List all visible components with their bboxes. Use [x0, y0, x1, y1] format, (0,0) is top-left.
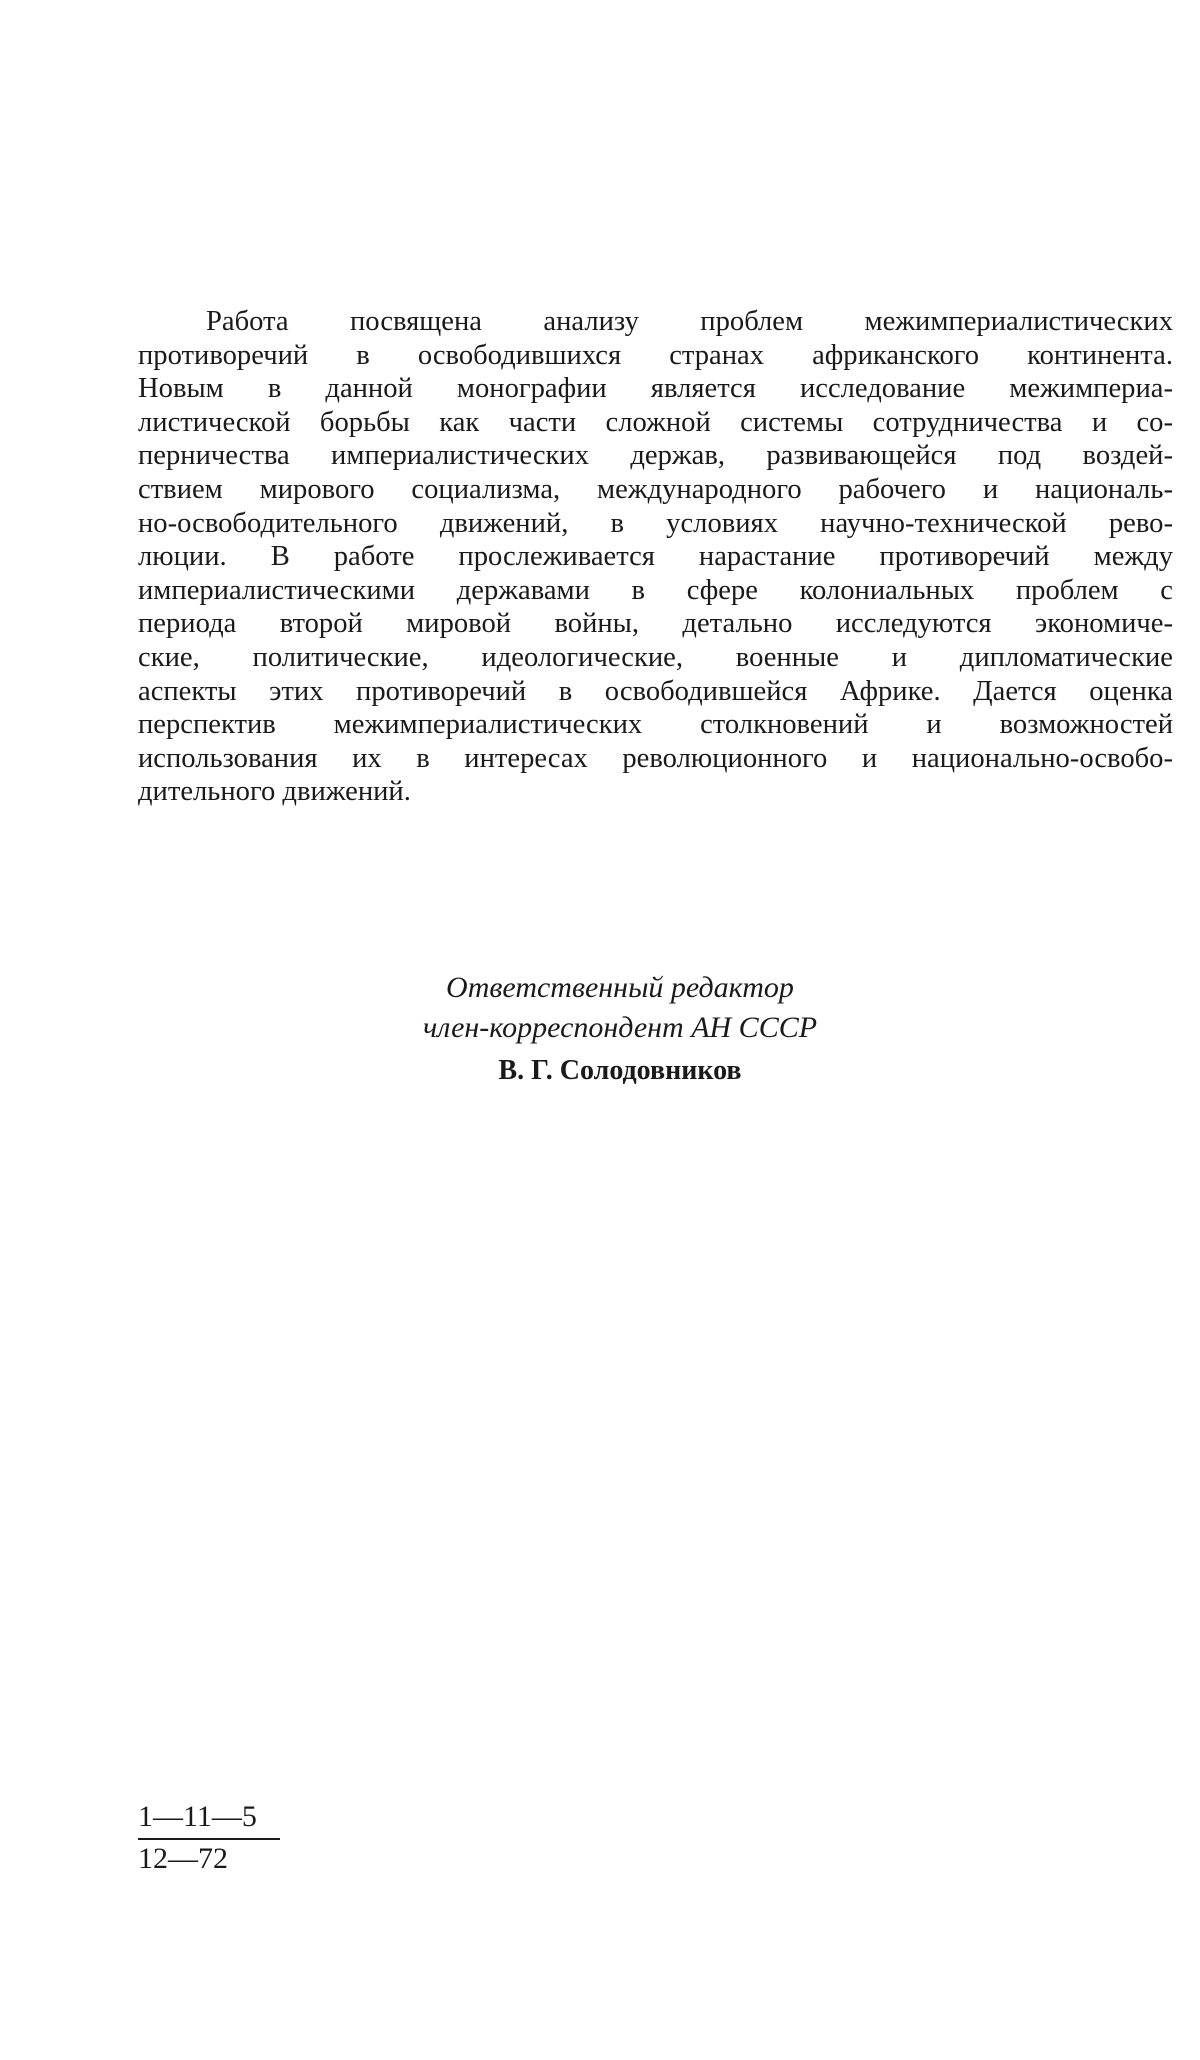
index-code-denominator: 12—72	[138, 1840, 280, 1876]
abstract-line: использования их в интересах революционного и национально-освобо-	[138, 742, 1173, 776]
book-page	[0, 0, 1200, 2060]
abstract-line: периода второй мировой войны, детально исследуются экономиче-	[138, 607, 1173, 641]
abstract-line: дительного движений.	[138, 775, 1173, 809]
abstract-line: ствием мирового социализма, международного рабочего и националь-	[138, 473, 1173, 507]
abstract-line: перспектив межимпериалистических столкновений и возможностей	[138, 708, 1173, 742]
abstract-line: империалистическими державами в сфере колониальных проблем с	[138, 574, 1173, 608]
abstract-line: Работа посвящена анализу проблем межимпериалистических	[138, 305, 1173, 339]
abstract-line: люции. В работе прослеживается нарастание противоречий между	[138, 540, 1173, 574]
abstract-paragraph	[138, 305, 1173, 809]
abstract-line: противоречий в освободившихся странах африканского континента.	[138, 339, 1173, 373]
abstract-line: перничества империалистических держав, развивающейся под воздей-	[138, 439, 1173, 473]
index-code-numerator: 1—11—5	[138, 1800, 280, 1840]
abstract-line: Новым в данной монографии является исследование межимпериа-	[138, 372, 1173, 406]
abstract-line: но-освободительного движений, в условиях научно-технической рево-	[138, 507, 1173, 541]
editor-role-title: Ответственный редактор	[40, 968, 1200, 1008]
editor-name: В. Г. Солодовников	[40, 1051, 1200, 1091]
abstract-line: аспекты этих противоречий в освободившейся Африке. Дается оценка	[138, 675, 1173, 709]
abstract-line: листической борьбы как части сложной системы сотрудничества и со-	[138, 406, 1173, 440]
abstract-line: ские, политические, идеологические, военные и дипломатические	[138, 641, 1173, 675]
publication-index-code	[138, 1800, 280, 1876]
responsible-editor-block	[0, 968, 1200, 1091]
editor-academic-title: член-корреспондент АН СССР	[40, 1008, 1200, 1048]
